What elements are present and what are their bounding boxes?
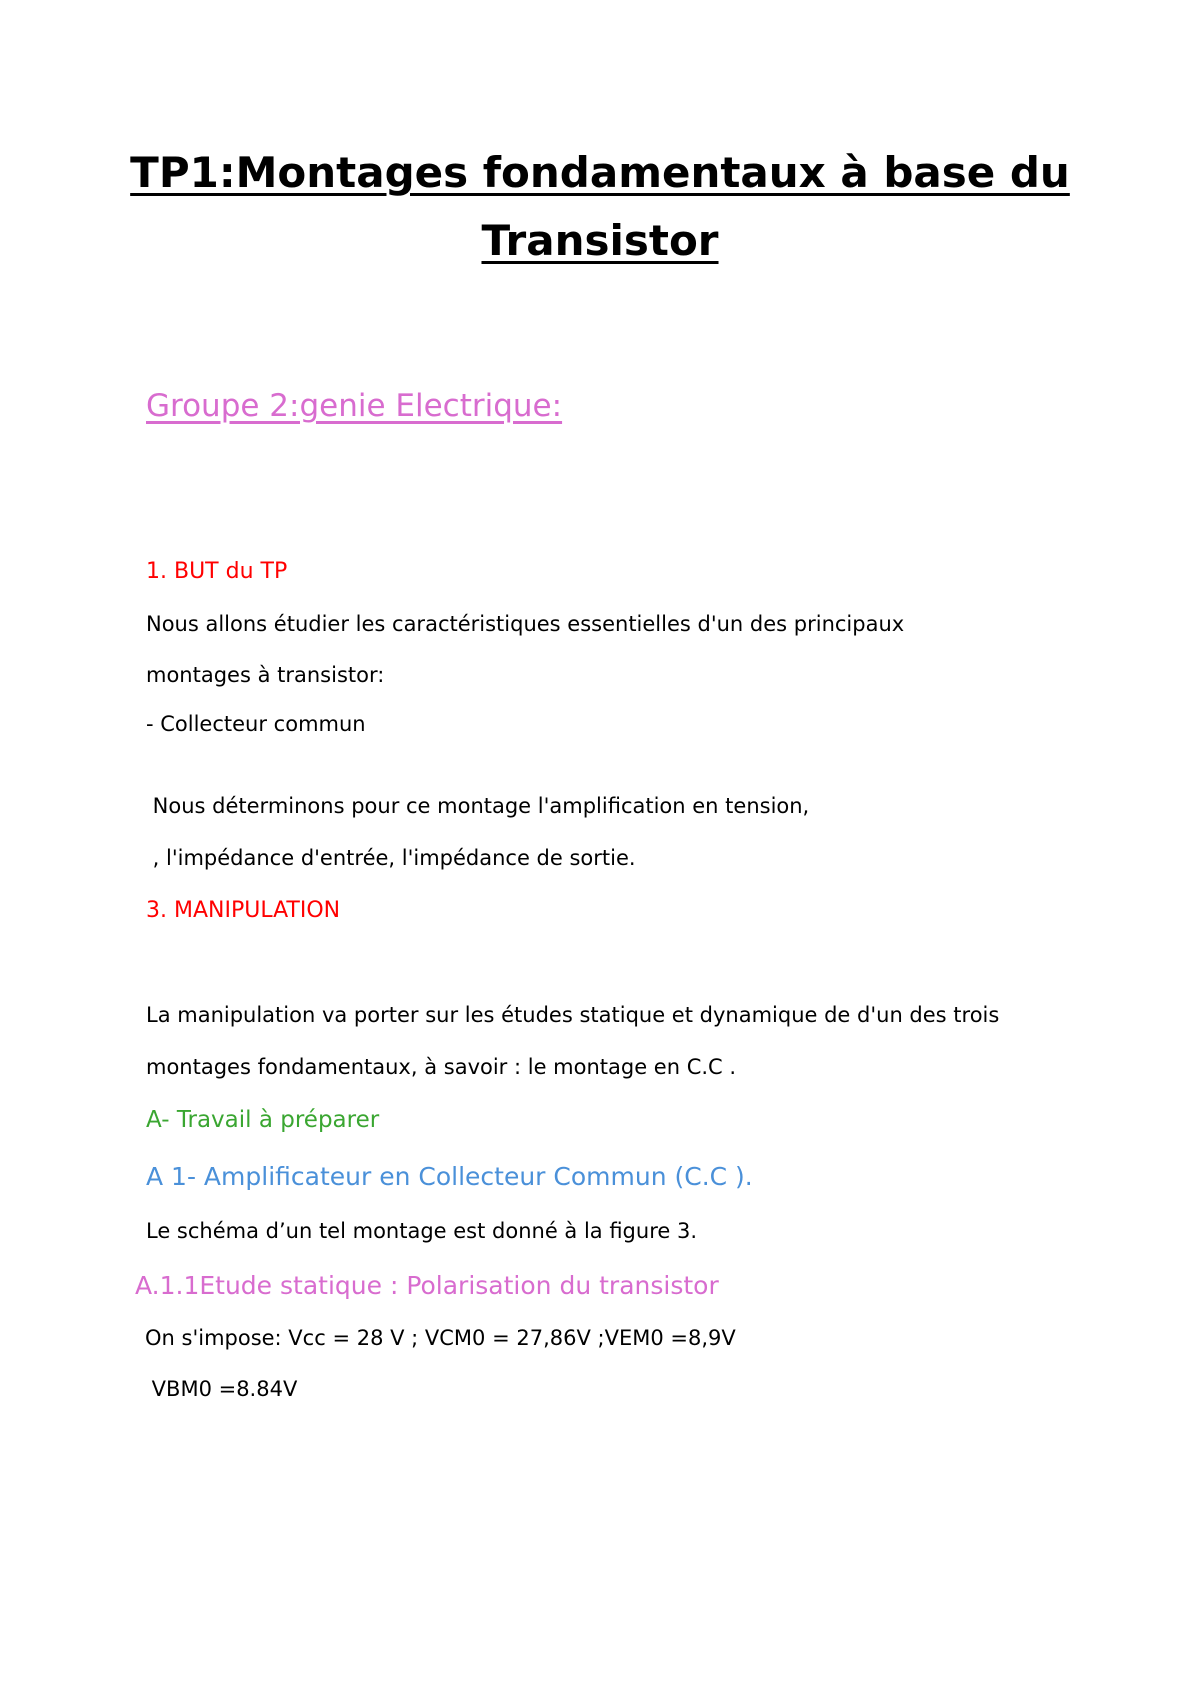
- title-line-1: TP1:Montages fondamentaux à base du: [130, 148, 1070, 197]
- paragraph-line: Nous déterminons pour ce montage l'amplification en tension,: [146, 794, 810, 818]
- figure-text: Le schéma d’un tel montage est donné à la figure 3.: [146, 1219, 698, 1243]
- subheading-a1: A 1- Amplificateur en Collecteur Commun (C.C ).: [146, 1162, 753, 1191]
- values-line-1: On s'impose: Vcc = 28 V ; VCM0 = 27,86V ;VEM0 =8,9V: [145, 1326, 736, 1350]
- paragraph-line: montages fondamentaux, à savoir : le montage en C.C .: [146, 1055, 737, 1079]
- paragraph-line: montages à transistor:: [146, 663, 385, 687]
- section-1-heading: 1. BUT du TP: [146, 559, 288, 584]
- title-line-2: Transistor: [481, 216, 719, 265]
- paragraph-line: - Collecteur commun: [146, 712, 366, 736]
- section-3-heading: 3. MANIPULATION: [146, 898, 341, 923]
- paragraph-line: Nous allons étudier les caractéristiques essentielles d'un des principaux: [146, 612, 905, 636]
- paragraph-line: La manipulation va porter sur les études statique et dynamique de d'un des trois: [146, 1003, 1000, 1027]
- subheading-a11: A.1.1Etude statique : Polarisation du transistor: [135, 1271, 719, 1300]
- paragraph-line: , l'impédance d'entrée, l'impédance de sortie.: [146, 846, 636, 870]
- values-line-2: VBM0 =8.84V: [145, 1377, 298, 1401]
- subheading-a: A- Travail à préparer: [146, 1107, 380, 1133]
- group-heading: Groupe 2:genie Electrique:: [146, 388, 563, 424]
